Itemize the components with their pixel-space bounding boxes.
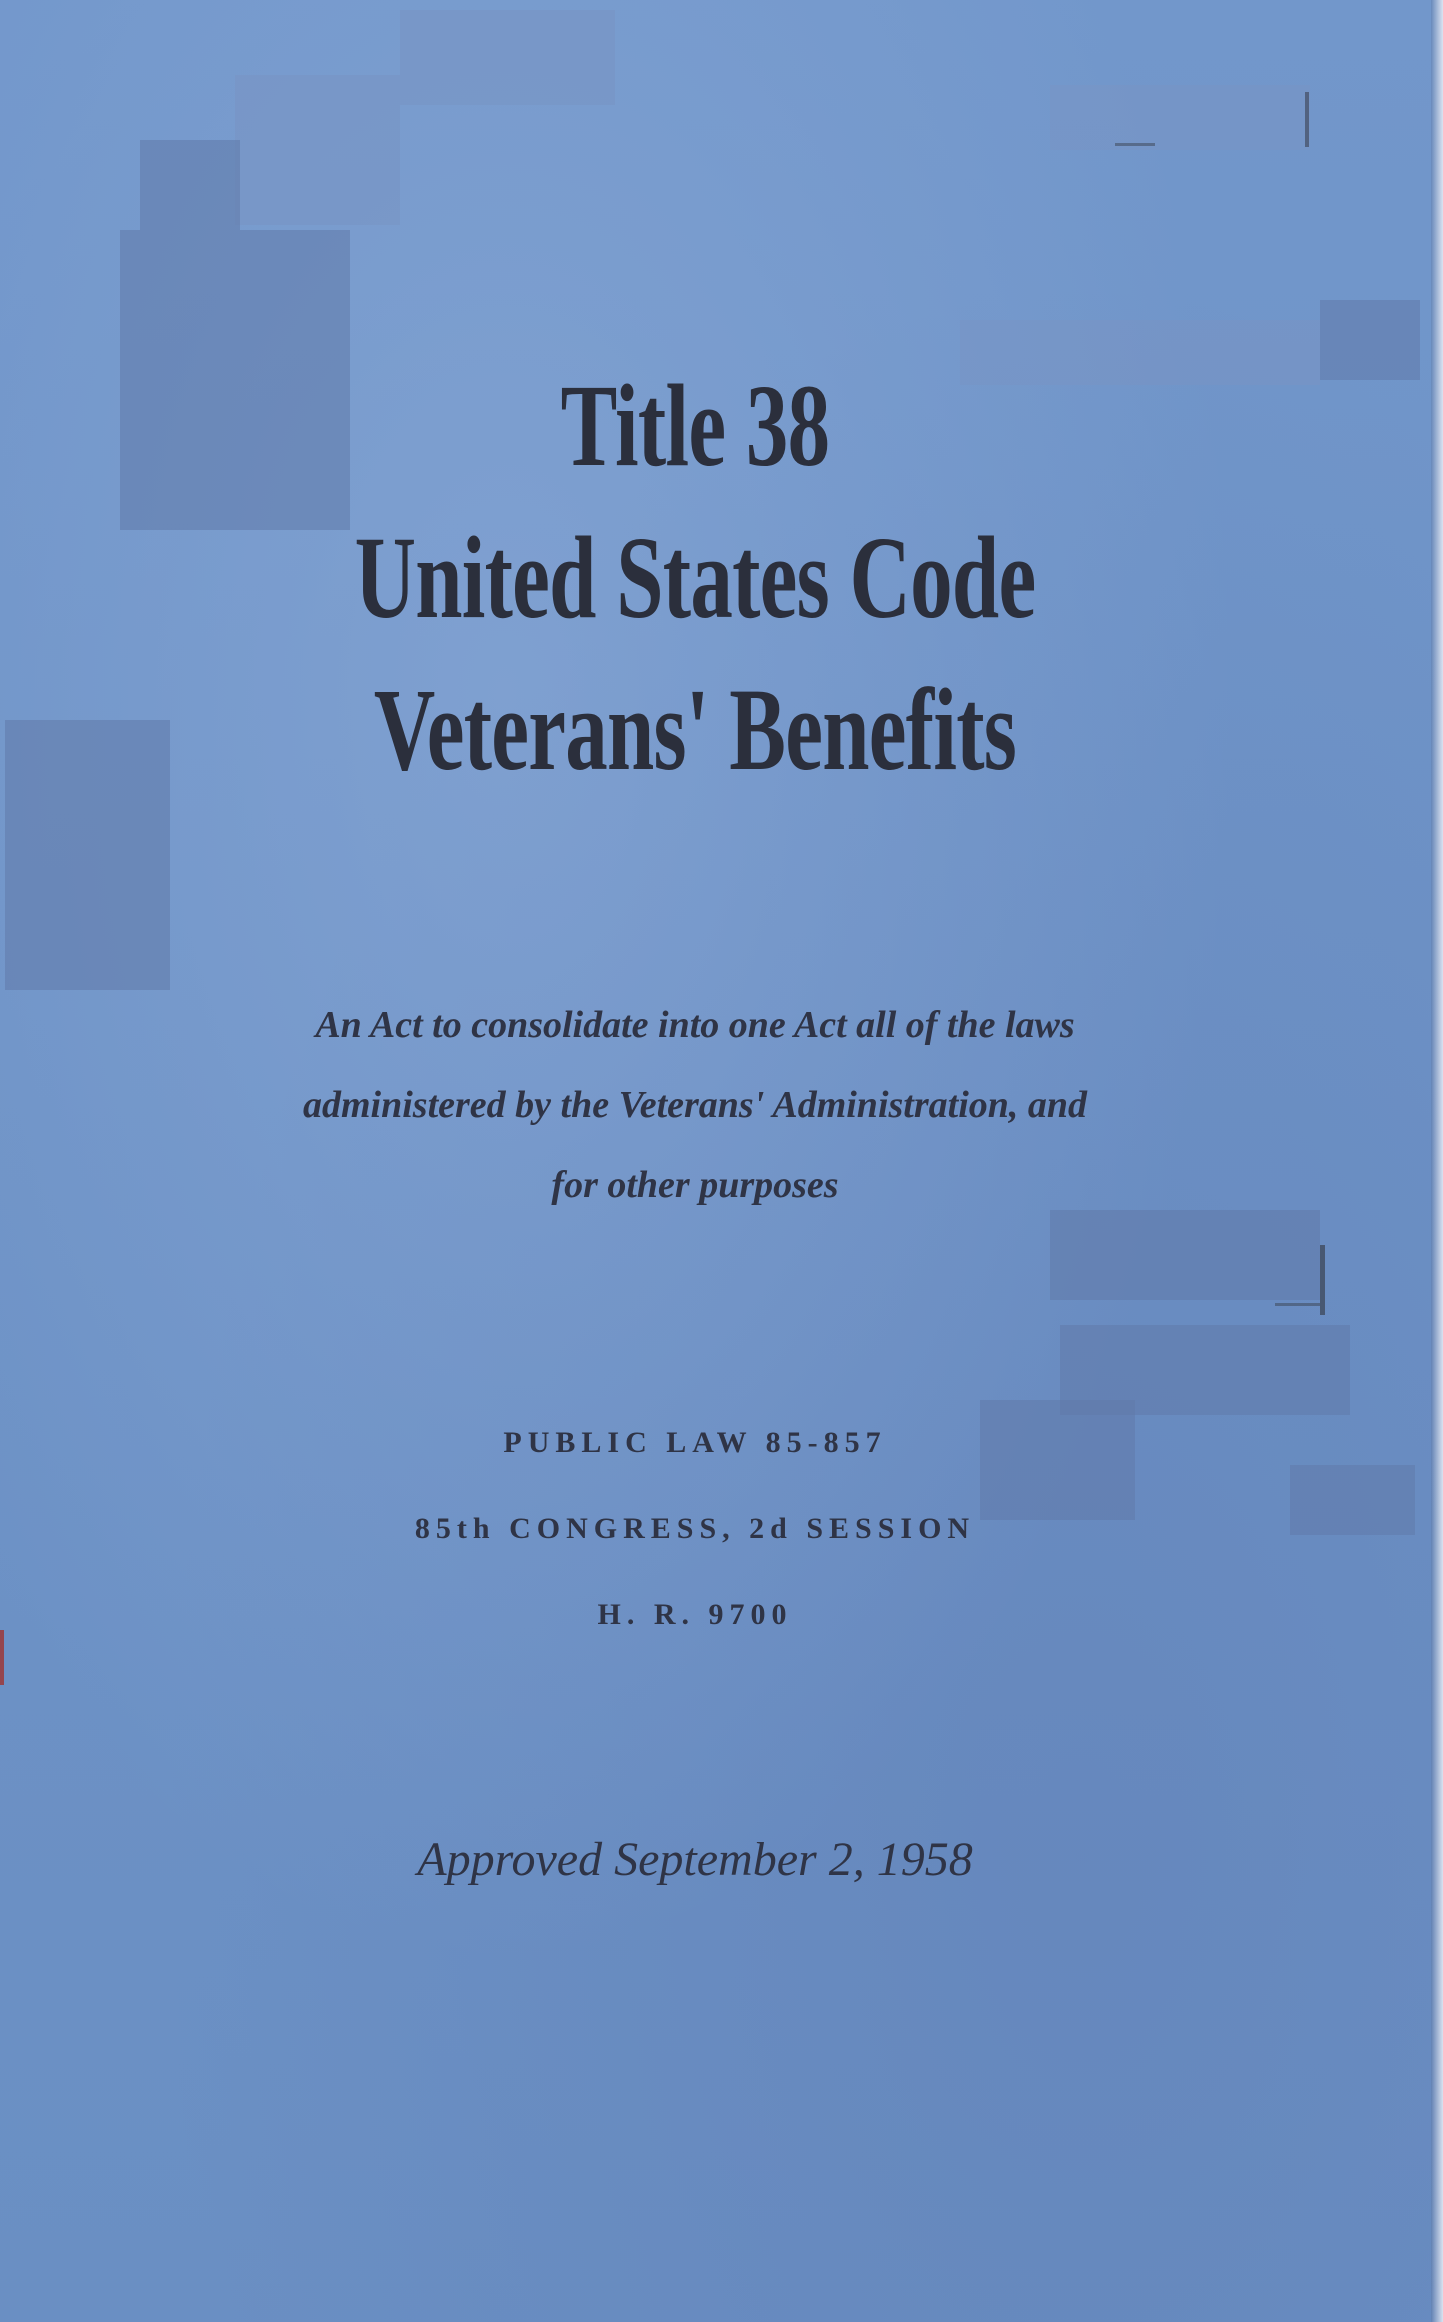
approval-date: Approved September 2, 1958	[417, 1833, 973, 1886]
scan-patch	[400, 10, 615, 105]
cover-title	[0, 350, 1390, 806]
scan-patch	[140, 140, 240, 230]
scan-mark	[1275, 1303, 1320, 1306]
title-line: United States Code	[354, 512, 1036, 643]
act-description-line: An Act to consolidate into one Act all of the laws	[315, 1004, 1075, 1046]
act-description	[0, 985, 1390, 1225]
page-edge	[1431, 0, 1443, 2322]
scan-patch	[235, 75, 400, 225]
act-description-line: administered by the Veterans' Administration, and	[302, 1084, 1088, 1126]
title-line: Veterans' Benefits	[373, 664, 1017, 795]
bill-number: H. R. 9700	[597, 1598, 793, 1631]
law-info	[0, 1415, 1390, 1673]
public-law: PUBLIC LAW 85-857	[503, 1426, 887, 1459]
scan-mark	[1115, 143, 1155, 146]
title-line: Title 38	[560, 360, 830, 491]
congress-session: 85th CONGRESS, 2d SESSION	[414, 1512, 976, 1545]
act-description-line: for other purposes	[551, 1164, 839, 1206]
scan-mark	[1305, 92, 1309, 147]
scan-mark	[1320, 1245, 1325, 1315]
scan-patch	[1050, 85, 1310, 150]
